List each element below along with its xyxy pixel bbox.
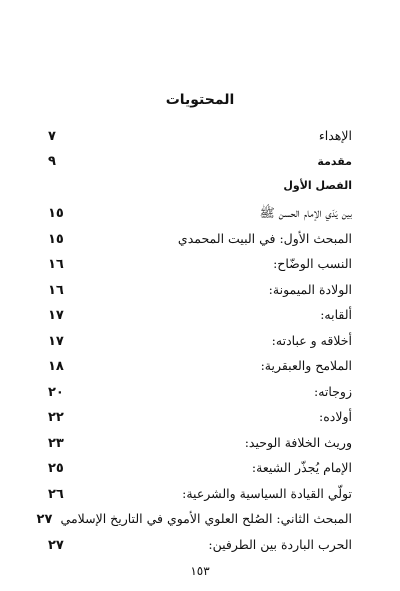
toc-entry-page: ٢٦ [48, 486, 64, 502]
toc-entry [48, 537, 352, 563]
toc-entry-page: ١٦ [48, 282, 64, 298]
toc-entry-title: الإمام يُجذّر الشيعة: [251, 460, 352, 475]
toc-entry-title: الفصل الأول [283, 179, 352, 192]
toc-entry-title: أولاده: [319, 409, 352, 424]
toc-entry-title: النسب الوضّاح: [273, 256, 352, 271]
toc-entry [48, 486, 352, 512]
toc-entry-title: أخلاقه و عبادته: [271, 332, 352, 348]
toc-entry-page: ٢٥ [48, 461, 64, 476]
page-number: ١٥٣ [190, 564, 210, 578]
toc-entry-page: ١٥ [48, 231, 64, 247]
toc-entry-page: ٩ [48, 153, 56, 169]
toc-entry-page: ١٥ [48, 206, 64, 221]
toc-entry [48, 460, 352, 486]
toc-entry-page: ١٧ [48, 333, 64, 349]
toc-entry-page: ١٧ [48, 308, 64, 323]
toc-entry-page: ٢٧ [36, 512, 53, 527]
toc-entry [48, 384, 352, 410]
toc-entry-title: مقدمة [317, 154, 352, 168]
toc-entry [48, 409, 352, 435]
table-of-contents [36, 128, 352, 562]
toc-entry-title: ألقابه: [320, 307, 352, 322]
toc-entry-title: الإهداء [318, 128, 352, 143]
toc-entry-title: المبحث الثاني: الصُلح العلوي الأموي في التاريخ الإسلامي [60, 511, 352, 526]
toc-entry-title: المبحث الأول: في البيت المحمدي [177, 230, 352, 246]
toc-entry [48, 282, 352, 308]
toc-entry-title: الولادة الميمونة: [268, 281, 352, 297]
toc-entry-page: ٢٢ [48, 410, 64, 425]
toc-entry-title: بين يَدَي الإمام الحسن ﷺ [259, 205, 352, 220]
toc-entry [48, 128, 352, 154]
toc-entry-page: ١٨ [48, 359, 64, 374]
toc-entry [48, 256, 352, 282]
toc-entry-title: الملامح والعبقرية: [260, 358, 352, 373]
page-title: المحتويات [165, 92, 235, 108]
toc-entry-title: وريث الخلافة الوحيد: [244, 434, 352, 450]
toc-entry [48, 333, 352, 359]
toc-entry-page: ٧ [48, 129, 56, 144]
toc-entry [48, 435, 352, 461]
toc-entry [36, 511, 352, 537]
toc-entry [48, 205, 352, 231]
toc-entry [48, 307, 352, 333]
toc-entry [48, 231, 352, 257]
toc-entry [48, 154, 352, 180]
toc-entry-title: زوجاته: [313, 383, 352, 399]
toc-entry-page: ٢٧ [48, 537, 64, 553]
toc-entry-page: ٢٣ [48, 435, 64, 451]
toc-entry [48, 358, 352, 384]
toc-entry-title: تولّي القيادة السياسية والشرعية: [182, 485, 352, 501]
toc-entry-title: الحرب الباردة بين الطرفين: [208, 536, 352, 552]
toc-section-heading [48, 179, 352, 205]
toc-entry-page: ٢٠ [48, 384, 64, 400]
toc-entry-page: ١٦ [48, 257, 64, 272]
